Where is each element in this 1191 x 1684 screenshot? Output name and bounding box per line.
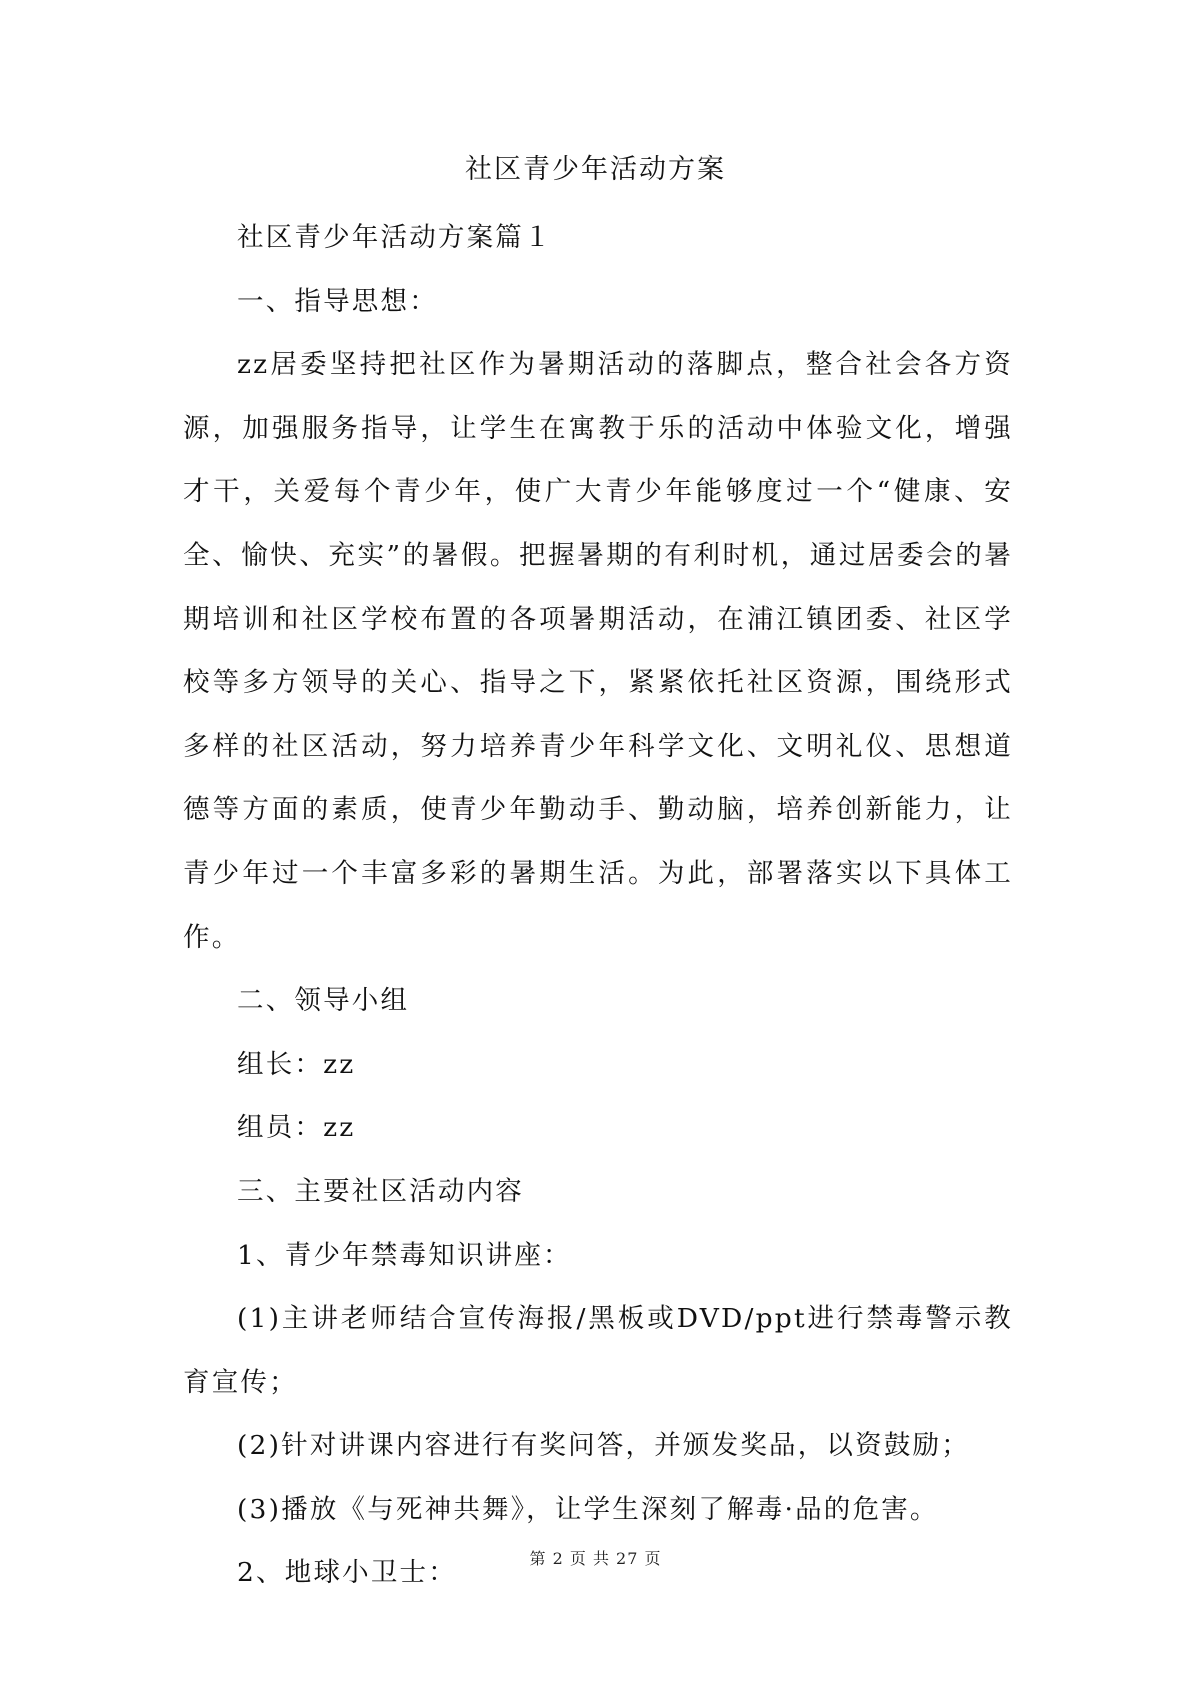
subsection-heading: 2、地球小卫士：: [237, 1557, 457, 1589]
section-heading: 二、领导小组: [237, 985, 410, 1017]
body-paragraph: zz居委坚持把社区作为暑期活动的落脚点，整合社会各方资源，加强服务指导，让学生在寓教于乐的活动中体验文化，增强才干，关爱每个青少年，使广大青少年能够度过一个“健康、安全、愉快、充实”的暑假。把握暑期的有利时机，通过居委会的暑期培训和社区学校布置的各项暑期活动，在浦江镇团委、社区学校等多方领导的关心、指导之下，紧紧依托社区资源，围绕形式多样的社区活动，努力培养青少年科学文化、文明礼仪、思想道德等方面的素质，使青少年勤动手、勤动脑，培养创新能力，让青少年过一个丰富多彩的暑期生活。为此，部署落实以下具体工作。: [183, 349, 1013, 953]
body-paragraph: 组长：zz: [237, 1048, 356, 1080]
section-heading: 三、主要社区活动内容: [237, 1175, 524, 1207]
list-item: (2)针对讲课内容进行有奖问答，并颁发奖品，以资鼓励；: [237, 1430, 970, 1462]
body-paragraph: 组员：zz: [237, 1112, 356, 1144]
list-item: (1)主讲老师结合宣传海报/黑板或DVD/ppt进行禁毒警示教育宣传；: [183, 1303, 1013, 1398]
section-heading: 社区青少年活动方案篇１: [237, 222, 553, 253]
section-heading: 一、指导思想：: [237, 285, 438, 317]
page-number-footer: 第 2 页 共 27 页: [529, 1549, 662, 1568]
document-body: [183, 206, 1013, 1605]
list-item: (3)播放《与死神共舞》，让学生深刻了解毒·品的危害。: [237, 1493, 939, 1525]
document-title: 社区青少年活动方案: [465, 154, 726, 185]
subsection-heading: 1、青少年禁毒知识讲座：: [237, 1239, 572, 1271]
